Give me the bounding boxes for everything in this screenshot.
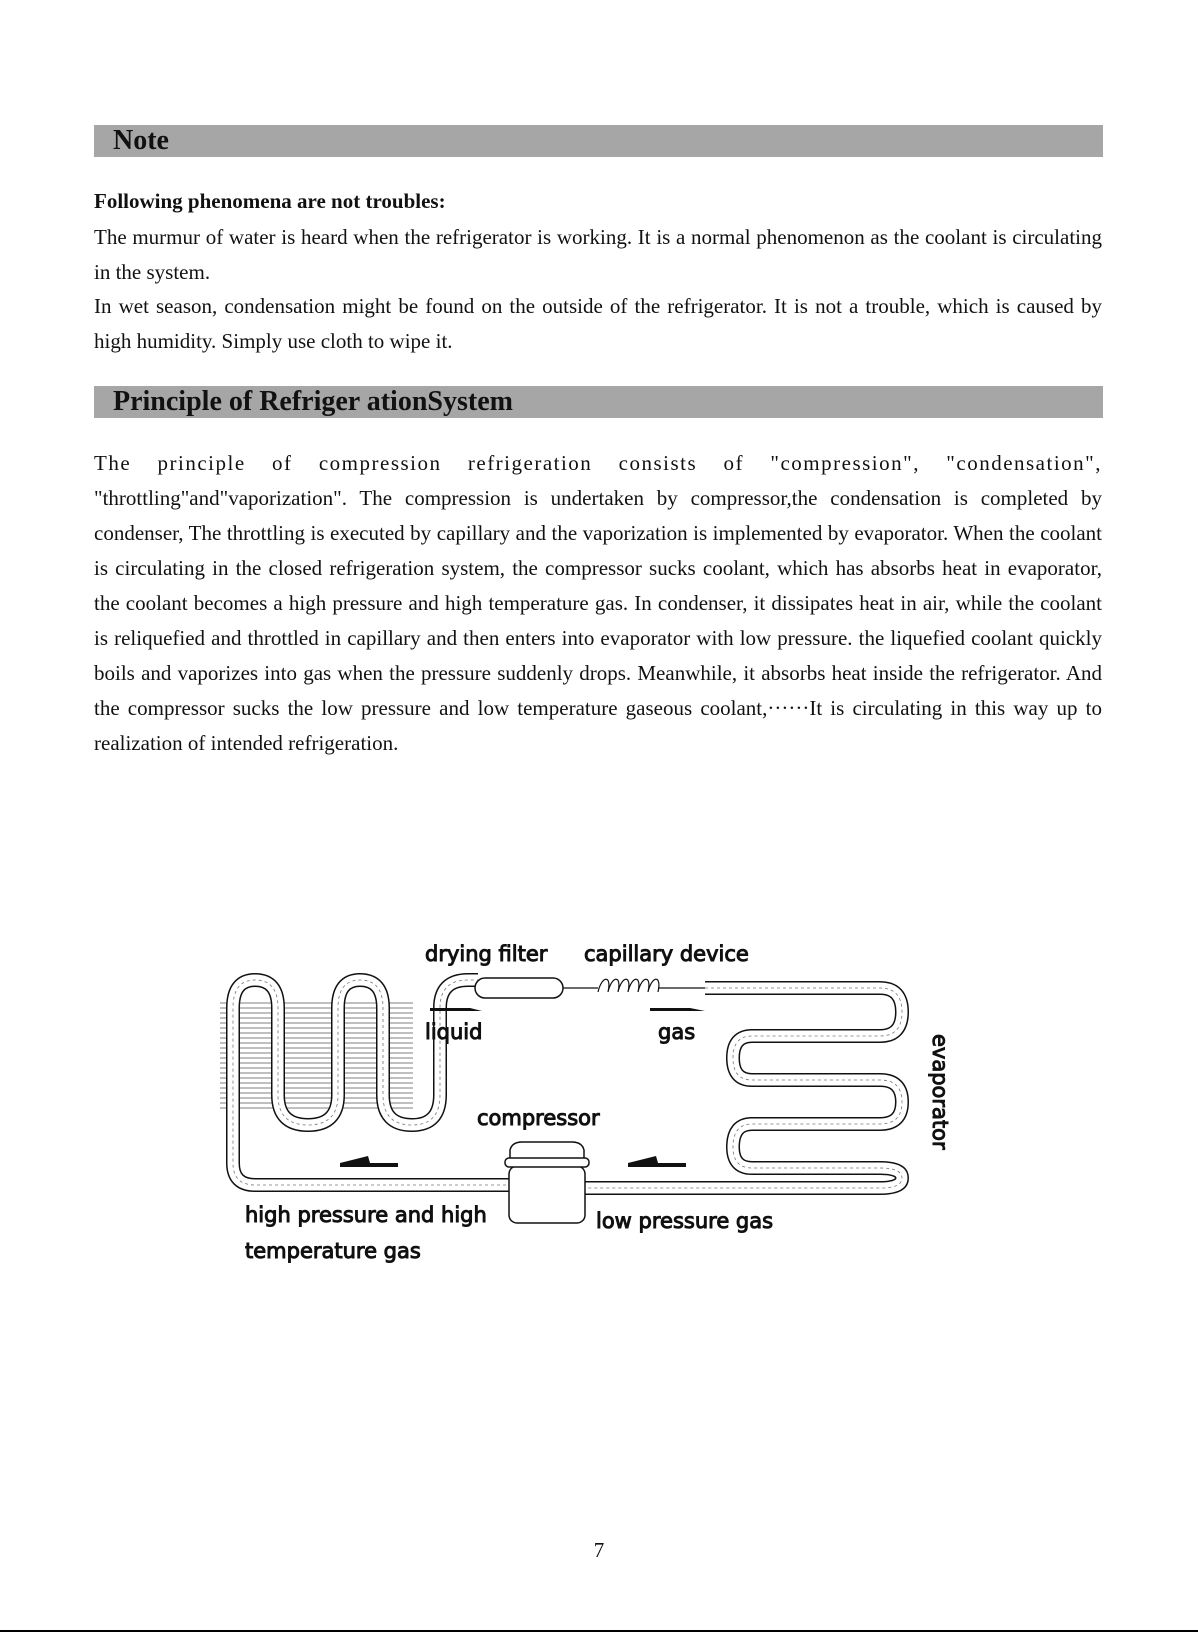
principle-first-line: The principle of compression refrigeration consists of "compression", "condensation", bbox=[94, 451, 1102, 475]
label-high-pressure-line-1: high pressure and high bbox=[245, 1203, 487, 1227]
principle-body-text: "throttling"and"vaporization". The compression is undertaken by compressor,the condensation is completed by condenser, The throttling is executed by capillary and the vaporization is implemented by evaporator. When the coolant is circulating in the closed refrigeration system, the compressor sucks coolant, which has absorbs heat in evaporator, the coolant becomes a high pressure and high temperature gas. In condenser, it dissipates heat in air, while the coolant is reliquefied and throttled in capillary and then enters into evaporator with low pressure. the liquefied coolant quickly boils and vaporizes into gas when the pressure suddenly drops. Meanwhile, it absorbs heat inside the refrigerator. And the compressor sucks the low pressure and low temperature gaseous coolant,······It is circulating in this way up to realization of intended refrigeration. bbox=[94, 486, 1102, 755]
label-drying-filter: drying filter bbox=[425, 942, 548, 966]
page-number: 7 bbox=[593, 1538, 605, 1562]
note-paragraph-2: In wet season, condensation might be found on the outside of the refrigerator. It is not a trouble, which is caused by high humidity. Simply use cloth to wipe it. bbox=[94, 294, 1102, 353]
label-compressor: compressor bbox=[477, 1106, 600, 1130]
label-capillary-device: capillary device bbox=[584, 942, 749, 966]
label-evaporator: evaporator bbox=[928, 1034, 952, 1150]
principle-paragraph bbox=[94, 446, 1102, 761]
compressor-shape bbox=[505, 1142, 589, 1223]
note-paragraph-1: The murmur of water is heard when the refrigerator is working. It is a normal phenomenon as the coolant is circulating in the system. bbox=[94, 225, 1102, 284]
capillary-coil bbox=[563, 979, 705, 992]
drying-filter-shape bbox=[475, 978, 563, 998]
note-subheading: Following phenomena are not troubles: bbox=[94, 189, 446, 213]
note-heading: Note bbox=[94, 125, 1103, 157]
label-gas: gas bbox=[658, 1020, 696, 1044]
label-high-pressure-line-2: temperature gas bbox=[245, 1239, 421, 1263]
refrigeration-diagram bbox=[0, 920, 1198, 1280]
principle-heading: Principle of Refriger ationSystem bbox=[94, 386, 1103, 418]
label-liquid: liquid bbox=[425, 1020, 483, 1044]
bottom-rule bbox=[0, 1630, 1198, 1632]
label-low-pressure-gas: low pressure gas bbox=[596, 1209, 774, 1233]
